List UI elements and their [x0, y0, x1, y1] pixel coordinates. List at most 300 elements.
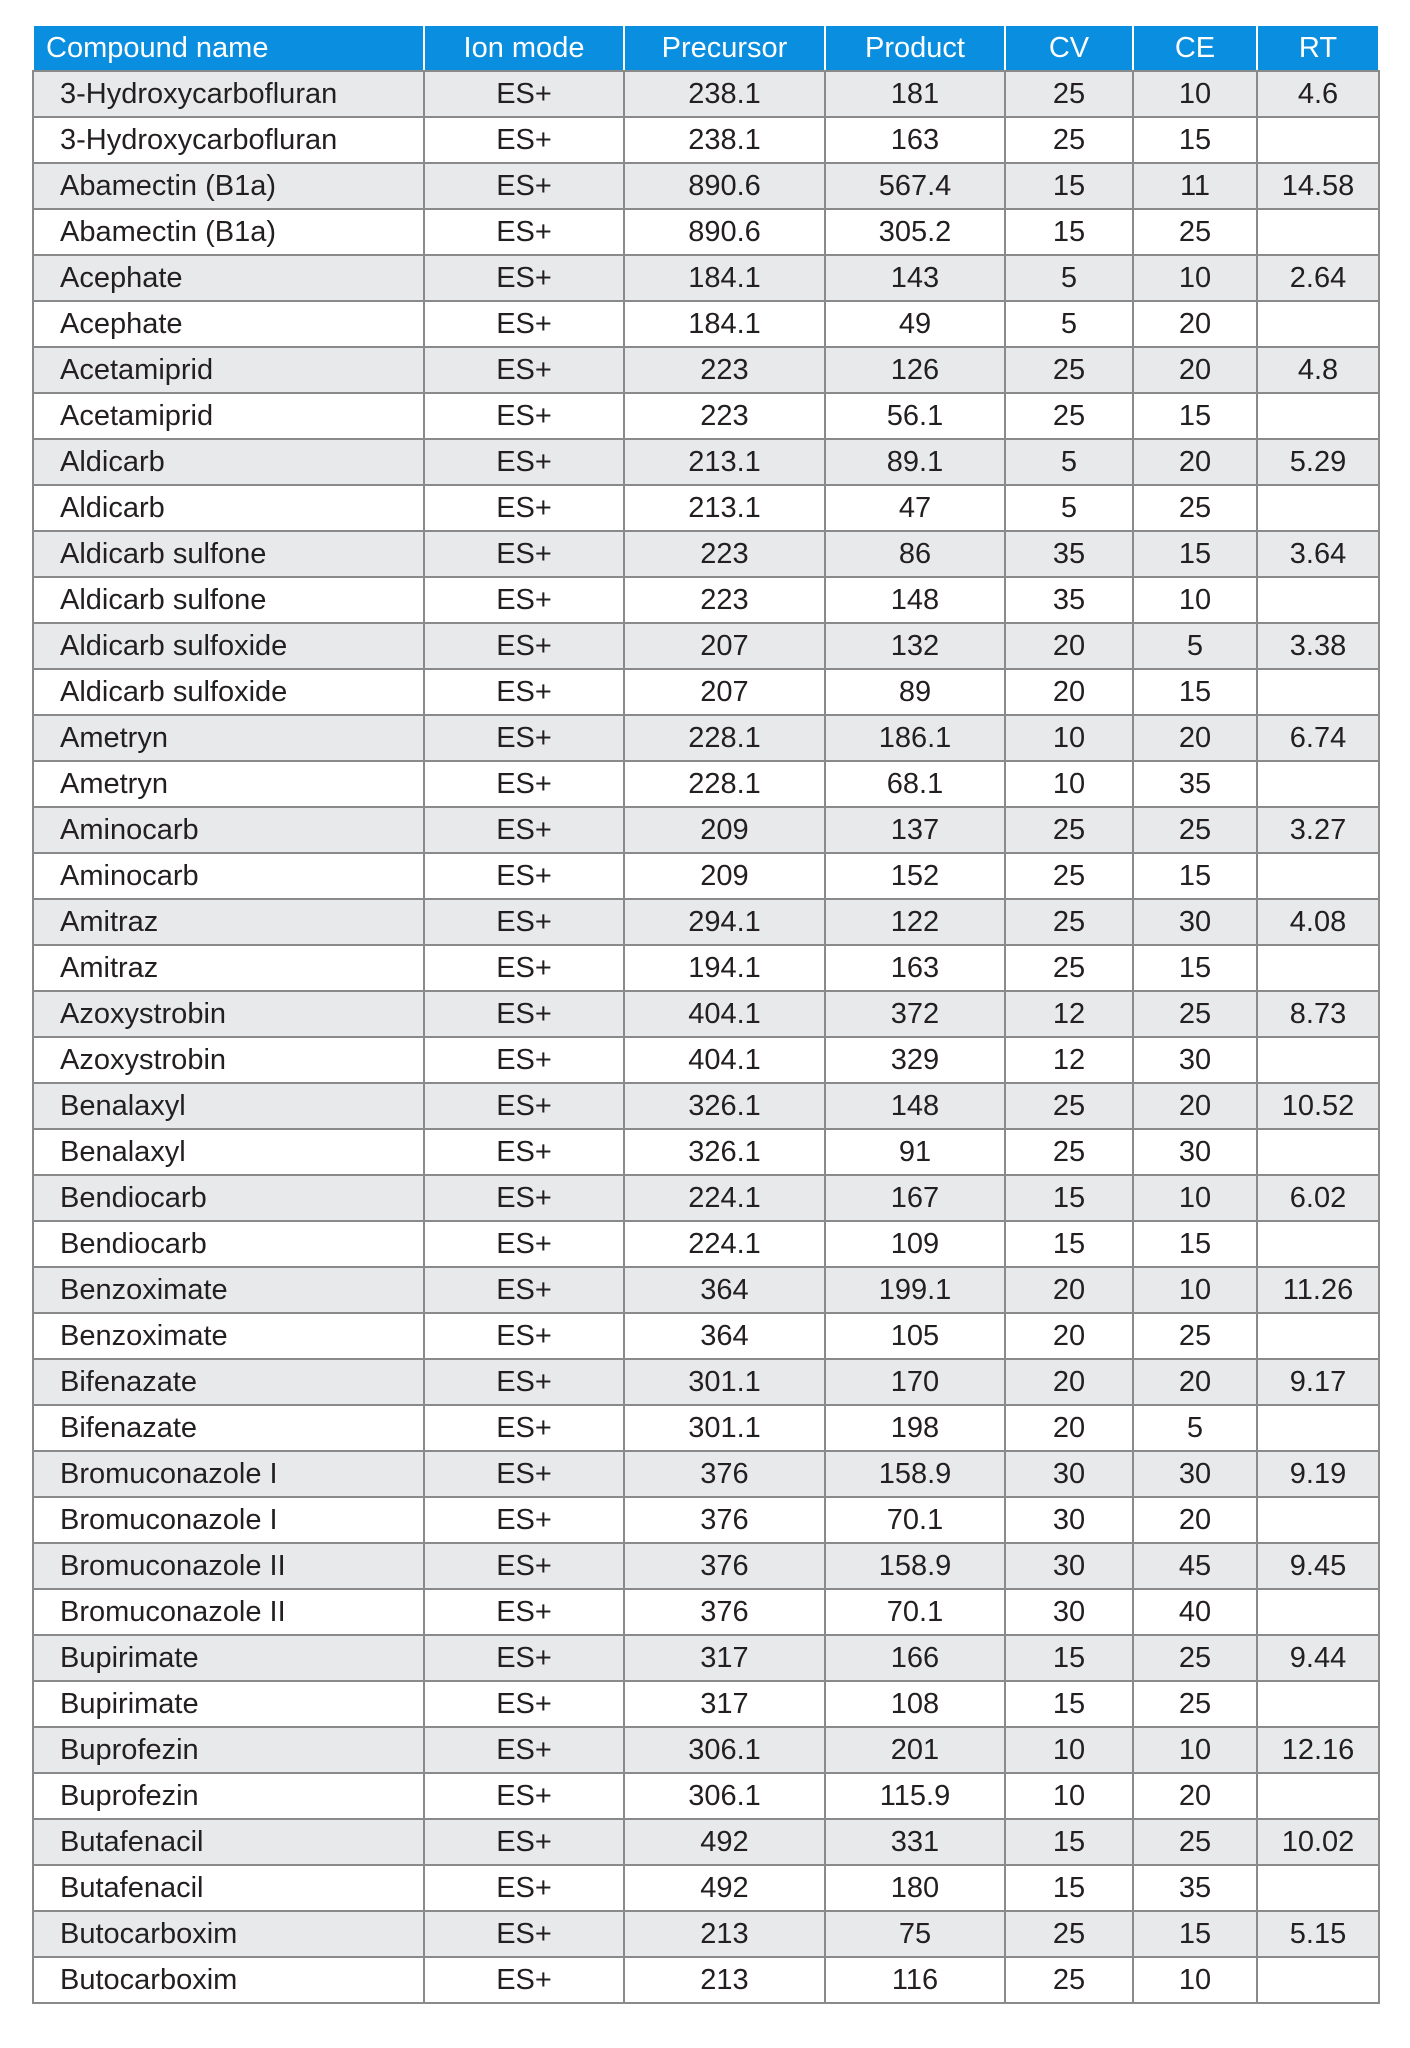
ion-mode-cell: ES+: [424, 807, 624, 853]
compound-name-cell: Bromuconazole I: [33, 1497, 424, 1543]
product-cell: 331: [825, 1819, 1005, 1865]
ce-cell: 5: [1133, 1405, 1257, 1451]
rt-cell: [1257, 669, 1379, 715]
rt-cell: [1257, 577, 1379, 623]
table-row: [33, 1911, 1379, 1957]
ce-cell: 30: [1133, 1129, 1257, 1175]
precursor-cell: 184.1: [624, 301, 825, 347]
precursor-cell: 194.1: [624, 945, 825, 991]
rt-cell: 2.64: [1257, 255, 1379, 301]
product-cell: 137: [825, 807, 1005, 853]
precursor-cell: 301.1: [624, 1405, 825, 1451]
table-row: [33, 1681, 1379, 1727]
ion-mode-cell: ES+: [424, 1451, 624, 1497]
rt-cell: 8.73: [1257, 991, 1379, 1037]
precursor-cell: 228.1: [624, 761, 825, 807]
product-cell: 132: [825, 623, 1005, 669]
precursor-cell: 404.1: [624, 1037, 825, 1083]
precursor-cell: 224.1: [624, 1221, 825, 1267]
product-cell: 329: [825, 1037, 1005, 1083]
cv-cell: 30: [1005, 1543, 1133, 1589]
ce-cell: 20: [1133, 1773, 1257, 1819]
ce-cell: 10: [1133, 1175, 1257, 1221]
rt-cell: [1257, 761, 1379, 807]
compound-name-cell: Buprofezin: [33, 1727, 424, 1773]
rt-cell: [1257, 1773, 1379, 1819]
compound-name-cell: Buprofezin: [33, 1773, 424, 1819]
precursor-cell: 492: [624, 1865, 825, 1911]
compound-name-cell: Aldicarb: [33, 439, 424, 485]
product-cell: 372: [825, 991, 1005, 1037]
table-row: [33, 485, 1379, 531]
product-cell: 143: [825, 255, 1005, 301]
precursor-cell: 317: [624, 1681, 825, 1727]
cv-cell: 5: [1005, 255, 1133, 301]
precursor-cell: 224.1: [624, 1175, 825, 1221]
precursor-cell: 364: [624, 1267, 825, 1313]
ce-cell: 15: [1133, 531, 1257, 577]
header-precursor: Precursor: [624, 25, 825, 71]
ce-cell: 20: [1133, 439, 1257, 485]
cv-cell: 20: [1005, 1359, 1133, 1405]
ce-cell: 15: [1133, 669, 1257, 715]
precursor-cell: 223: [624, 531, 825, 577]
ce-cell: 35: [1133, 761, 1257, 807]
ce-cell: 15: [1133, 117, 1257, 163]
ce-cell: 20: [1133, 1083, 1257, 1129]
rt-cell: 10.02: [1257, 1819, 1379, 1865]
ion-mode-cell: ES+: [424, 439, 624, 485]
table-row: [33, 991, 1379, 1037]
rt-cell: [1257, 1589, 1379, 1635]
compound-name-cell: Bromuconazole II: [33, 1543, 424, 1589]
cv-cell: 5: [1005, 301, 1133, 347]
cv-cell: 15: [1005, 1221, 1133, 1267]
table-row: [33, 439, 1379, 485]
table-row: [33, 1405, 1379, 1451]
cv-cell: 10: [1005, 1727, 1133, 1773]
table-row: [33, 853, 1379, 899]
product-cell: 56.1: [825, 393, 1005, 439]
ion-mode-cell: ES+: [424, 1727, 624, 1773]
table-row: [33, 807, 1379, 853]
cv-cell: 25: [1005, 1957, 1133, 2003]
rt-cell: 4.08: [1257, 899, 1379, 945]
compound-name-cell: Acetamiprid: [33, 393, 424, 439]
cv-cell: 30: [1005, 1589, 1133, 1635]
table-row: [33, 347, 1379, 393]
ion-mode-cell: ES+: [424, 163, 624, 209]
header-rt: RT: [1257, 25, 1379, 71]
cv-cell: 25: [1005, 945, 1133, 991]
ion-mode-cell: ES+: [424, 623, 624, 669]
compound-name-cell: Butafenacil: [33, 1819, 424, 1865]
compound-name-cell: Butocarboxim: [33, 1911, 424, 1957]
ion-mode-cell: ES+: [424, 1957, 624, 2003]
table-header: [33, 25, 1379, 71]
precursor-cell: 207: [624, 669, 825, 715]
product-cell: 75: [825, 1911, 1005, 1957]
cv-cell: 15: [1005, 1819, 1133, 1865]
rt-cell: 4.8: [1257, 347, 1379, 393]
product-cell: 305.2: [825, 209, 1005, 255]
table-row: [33, 1175, 1379, 1221]
product-cell: 170: [825, 1359, 1005, 1405]
cv-cell: 25: [1005, 1911, 1133, 1957]
ion-mode-cell: ES+: [424, 1221, 624, 1267]
product-cell: 167: [825, 1175, 1005, 1221]
ion-mode-cell: ES+: [424, 1911, 624, 1957]
precursor-cell: 213.1: [624, 439, 825, 485]
table-row: [33, 1543, 1379, 1589]
header-cv: CV: [1005, 25, 1133, 71]
precursor-cell: 317: [624, 1635, 825, 1681]
table-row: [33, 301, 1379, 347]
table-row: [33, 1221, 1379, 1267]
cv-cell: 15: [1005, 1635, 1133, 1681]
table-row: [33, 393, 1379, 439]
product-cell: 86: [825, 531, 1005, 577]
product-cell: 567.4: [825, 163, 1005, 209]
ion-mode-cell: ES+: [424, 1129, 624, 1175]
ion-mode-cell: ES+: [424, 209, 624, 255]
table-row: [33, 1451, 1379, 1497]
rt-cell: 12.16: [1257, 1727, 1379, 1773]
ce-cell: 25: [1133, 1635, 1257, 1681]
ce-cell: 25: [1133, 807, 1257, 853]
table-row: [33, 531, 1379, 577]
precursor-cell: 306.1: [624, 1773, 825, 1819]
cv-cell: 30: [1005, 1497, 1133, 1543]
compound-name-cell: Aldicarb sulfoxide: [33, 623, 424, 669]
cv-cell: 20: [1005, 669, 1133, 715]
product-cell: 122: [825, 899, 1005, 945]
ce-cell: 25: [1133, 1313, 1257, 1359]
compound-name-cell: Acephate: [33, 255, 424, 301]
precursor-cell: 890.6: [624, 163, 825, 209]
ion-mode-cell: ES+: [424, 761, 624, 807]
precursor-cell: 184.1: [624, 255, 825, 301]
ce-cell: 35: [1133, 1865, 1257, 1911]
compound-name-cell: Amitraz: [33, 945, 424, 991]
header-compound-name: Compound name: [33, 25, 424, 71]
cv-cell: 10: [1005, 715, 1133, 761]
ion-mode-cell: ES+: [424, 117, 624, 163]
cv-cell: 20: [1005, 1267, 1133, 1313]
ce-cell: 15: [1133, 945, 1257, 991]
table-row: [33, 1037, 1379, 1083]
ce-cell: 15: [1133, 393, 1257, 439]
ion-mode-cell: ES+: [424, 1773, 624, 1819]
ce-cell: 10: [1133, 1267, 1257, 1313]
precursor-cell: 301.1: [624, 1359, 825, 1405]
ce-cell: 25: [1133, 991, 1257, 1037]
ce-cell: 30: [1133, 899, 1257, 945]
product-cell: 163: [825, 117, 1005, 163]
table-row: [33, 1865, 1379, 1911]
mrm-transitions-table: [32, 24, 1380, 2004]
compound-name-cell: Azoxystrobin: [33, 1037, 424, 1083]
precursor-cell: 223: [624, 577, 825, 623]
precursor-cell: 404.1: [624, 991, 825, 1037]
compound-name-cell: Aminocarb: [33, 807, 424, 853]
rt-cell: [1257, 853, 1379, 899]
compound-name-cell: Benalaxyl: [33, 1129, 424, 1175]
cv-cell: 20: [1005, 1313, 1133, 1359]
table-row: [33, 1819, 1379, 1865]
ion-mode-cell: ES+: [424, 1359, 624, 1405]
ion-mode-cell: ES+: [424, 1819, 624, 1865]
table-row: [33, 1359, 1379, 1405]
compound-name-cell: Benzoximate: [33, 1313, 424, 1359]
ce-cell: 20: [1133, 1497, 1257, 1543]
cv-cell: 25: [1005, 899, 1133, 945]
table-row: [33, 577, 1379, 623]
table-row: [33, 899, 1379, 945]
compound-name-cell: Abamectin (B1a): [33, 209, 424, 255]
precursor-cell: 306.1: [624, 1727, 825, 1773]
cv-cell: 15: [1005, 1865, 1133, 1911]
table-row: [33, 255, 1379, 301]
rt-cell: 3.27: [1257, 807, 1379, 853]
precursor-cell: 326.1: [624, 1083, 825, 1129]
compound-name-cell: Aldicarb: [33, 485, 424, 531]
compound-name-cell: Ametryn: [33, 761, 424, 807]
rt-cell: [1257, 1957, 1379, 2003]
product-cell: 70.1: [825, 1497, 1005, 1543]
compound-name-cell: Bifenazate: [33, 1405, 424, 1451]
table-row: [33, 1497, 1379, 1543]
product-cell: 70.1: [825, 1589, 1005, 1635]
cv-cell: 12: [1005, 1037, 1133, 1083]
rt-cell: 5.15: [1257, 1911, 1379, 1957]
table-row: [33, 1313, 1379, 1359]
precursor-cell: 223: [624, 347, 825, 393]
ce-cell: 11: [1133, 163, 1257, 209]
rt-cell: 4.6: [1257, 71, 1379, 117]
ion-mode-cell: ES+: [424, 1083, 624, 1129]
cv-cell: 25: [1005, 347, 1133, 393]
rt-cell: 5.29: [1257, 439, 1379, 485]
precursor-cell: 376: [624, 1589, 825, 1635]
cv-cell: 10: [1005, 761, 1133, 807]
cv-cell: 5: [1005, 439, 1133, 485]
rt-cell: [1257, 1865, 1379, 1911]
cv-cell: 20: [1005, 1405, 1133, 1451]
precursor-cell: 213: [624, 1957, 825, 2003]
compound-name-cell: Aldicarb sulfone: [33, 577, 424, 623]
product-cell: 126: [825, 347, 1005, 393]
ion-mode-cell: ES+: [424, 1681, 624, 1727]
table-row: [33, 71, 1379, 117]
compound-name-cell: 3-Hydroxycarbofluran: [33, 117, 424, 163]
compound-name-cell: Butafenacil: [33, 1865, 424, 1911]
header-ce: CE: [1133, 25, 1257, 71]
ion-mode-cell: ES+: [424, 485, 624, 531]
precursor-cell: 238.1: [624, 117, 825, 163]
rt-cell: 9.44: [1257, 1635, 1379, 1681]
data-table-container: [32, 24, 1378, 2004]
compound-name-cell: Bromuconazole I: [33, 1451, 424, 1497]
rt-cell: 10.52: [1257, 1083, 1379, 1129]
cv-cell: 15: [1005, 1175, 1133, 1221]
compound-name-cell: Benalaxyl: [33, 1083, 424, 1129]
ion-mode-cell: ES+: [424, 1497, 624, 1543]
compound-name-cell: Azoxystrobin: [33, 991, 424, 1037]
cv-cell: 35: [1005, 531, 1133, 577]
product-cell: 186.1: [825, 715, 1005, 761]
product-cell: 158.9: [825, 1543, 1005, 1589]
product-cell: 115.9: [825, 1773, 1005, 1819]
rt-cell: 9.19: [1257, 1451, 1379, 1497]
ion-mode-cell: ES+: [424, 1405, 624, 1451]
product-cell: 166: [825, 1635, 1005, 1681]
ce-cell: 10: [1133, 1957, 1257, 2003]
cv-cell: 25: [1005, 393, 1133, 439]
rt-cell: 6.02: [1257, 1175, 1379, 1221]
table-row: [33, 1773, 1379, 1819]
ce-cell: 5: [1133, 623, 1257, 669]
rt-cell: [1257, 945, 1379, 991]
product-cell: 198: [825, 1405, 1005, 1451]
ion-mode-cell: ES+: [424, 1865, 624, 1911]
cv-cell: 15: [1005, 209, 1133, 255]
ion-mode-cell: ES+: [424, 1543, 624, 1589]
cv-cell: 15: [1005, 1681, 1133, 1727]
header-row: [33, 25, 1379, 71]
rt-cell: 3.38: [1257, 623, 1379, 669]
compound-name-cell: Bupirimate: [33, 1635, 424, 1681]
precursor-cell: 209: [624, 853, 825, 899]
compound-name-cell: Bendiocarb: [33, 1175, 424, 1221]
product-cell: 163: [825, 945, 1005, 991]
rt-cell: [1257, 1313, 1379, 1359]
precursor-cell: 213: [624, 1911, 825, 1957]
precursor-cell: 376: [624, 1543, 825, 1589]
precursor-cell: 238.1: [624, 71, 825, 117]
compound-name-cell: 3-Hydroxycarbofluran: [33, 71, 424, 117]
compound-name-cell: Acetamiprid: [33, 347, 424, 393]
product-cell: 105: [825, 1313, 1005, 1359]
cv-cell: 25: [1005, 117, 1133, 163]
precursor-cell: 294.1: [624, 899, 825, 945]
rt-cell: [1257, 1221, 1379, 1267]
ion-mode-cell: ES+: [424, 577, 624, 623]
rt-cell: 11.26: [1257, 1267, 1379, 1313]
ce-cell: 15: [1133, 1221, 1257, 1267]
precursor-cell: 364: [624, 1313, 825, 1359]
header-ion-mode: Ion mode: [424, 25, 624, 71]
rt-cell: [1257, 117, 1379, 163]
ce-cell: 40: [1133, 1589, 1257, 1635]
table-body: [33, 71, 1379, 2003]
rt-cell: [1257, 1497, 1379, 1543]
rt-cell: [1257, 1681, 1379, 1727]
product-cell: 181: [825, 71, 1005, 117]
ion-mode-cell: ES+: [424, 71, 624, 117]
rt-cell: 14.58: [1257, 163, 1379, 209]
product-cell: 116: [825, 1957, 1005, 2003]
ion-mode-cell: ES+: [424, 1635, 624, 1681]
product-cell: 148: [825, 577, 1005, 623]
product-cell: 49: [825, 301, 1005, 347]
compound-name-cell: Acephate: [33, 301, 424, 347]
rt-cell: [1257, 393, 1379, 439]
precursor-cell: 890.6: [624, 209, 825, 255]
table-row: [33, 209, 1379, 255]
product-cell: 89: [825, 669, 1005, 715]
table-row: [33, 1727, 1379, 1773]
ce-cell: 25: [1133, 485, 1257, 531]
rt-cell: 9.17: [1257, 1359, 1379, 1405]
table-row: [33, 1083, 1379, 1129]
ion-mode-cell: ES+: [424, 945, 624, 991]
ce-cell: 30: [1133, 1451, 1257, 1497]
cv-cell: 10: [1005, 1773, 1133, 1819]
precursor-cell: 223: [624, 393, 825, 439]
product-cell: 89.1: [825, 439, 1005, 485]
table-row: [33, 623, 1379, 669]
ce-cell: 10: [1133, 71, 1257, 117]
ce-cell: 20: [1133, 1359, 1257, 1405]
compound-name-cell: Benzoximate: [33, 1267, 424, 1313]
cv-cell: 15: [1005, 163, 1133, 209]
rt-cell: [1257, 1129, 1379, 1175]
cv-cell: 5: [1005, 485, 1133, 531]
compound-name-cell: Aldicarb sulfoxide: [33, 669, 424, 715]
rt-cell: 9.45: [1257, 1543, 1379, 1589]
precursor-cell: 326.1: [624, 1129, 825, 1175]
precursor-cell: 209: [624, 807, 825, 853]
ce-cell: 25: [1133, 1819, 1257, 1865]
ion-mode-cell: ES+: [424, 1267, 624, 1313]
table-row: [33, 1635, 1379, 1681]
precursor-cell: 213.1: [624, 485, 825, 531]
cv-cell: 25: [1005, 71, 1133, 117]
cv-cell: 30: [1005, 1451, 1133, 1497]
rt-cell: [1257, 1037, 1379, 1083]
cv-cell: 12: [1005, 991, 1133, 1037]
precursor-cell: 207: [624, 623, 825, 669]
ce-cell: 15: [1133, 853, 1257, 899]
product-cell: 158.9: [825, 1451, 1005, 1497]
rt-cell: [1257, 209, 1379, 255]
ce-cell: 25: [1133, 209, 1257, 255]
compound-name-cell: Abamectin (B1a): [33, 163, 424, 209]
table-row: [33, 117, 1379, 163]
table-row: [33, 761, 1379, 807]
cv-cell: 25: [1005, 853, 1133, 899]
table-row: [33, 669, 1379, 715]
compound-name-cell: Amitraz: [33, 899, 424, 945]
ion-mode-cell: ES+: [424, 347, 624, 393]
product-cell: 109: [825, 1221, 1005, 1267]
product-cell: 108: [825, 1681, 1005, 1727]
rt-cell: [1257, 301, 1379, 347]
product-cell: 199.1: [825, 1267, 1005, 1313]
ce-cell: 10: [1133, 577, 1257, 623]
precursor-cell: 492: [624, 1819, 825, 1865]
precursor-cell: 228.1: [624, 715, 825, 761]
compound-name-cell: Ametryn: [33, 715, 424, 761]
table-row: [33, 1267, 1379, 1313]
ion-mode-cell: ES+: [424, 1175, 624, 1221]
cv-cell: 25: [1005, 1083, 1133, 1129]
ion-mode-cell: ES+: [424, 715, 624, 761]
compound-name-cell: Bromuconazole II: [33, 1589, 424, 1635]
rt-cell: 3.64: [1257, 531, 1379, 577]
header-product: Product: [825, 25, 1005, 71]
